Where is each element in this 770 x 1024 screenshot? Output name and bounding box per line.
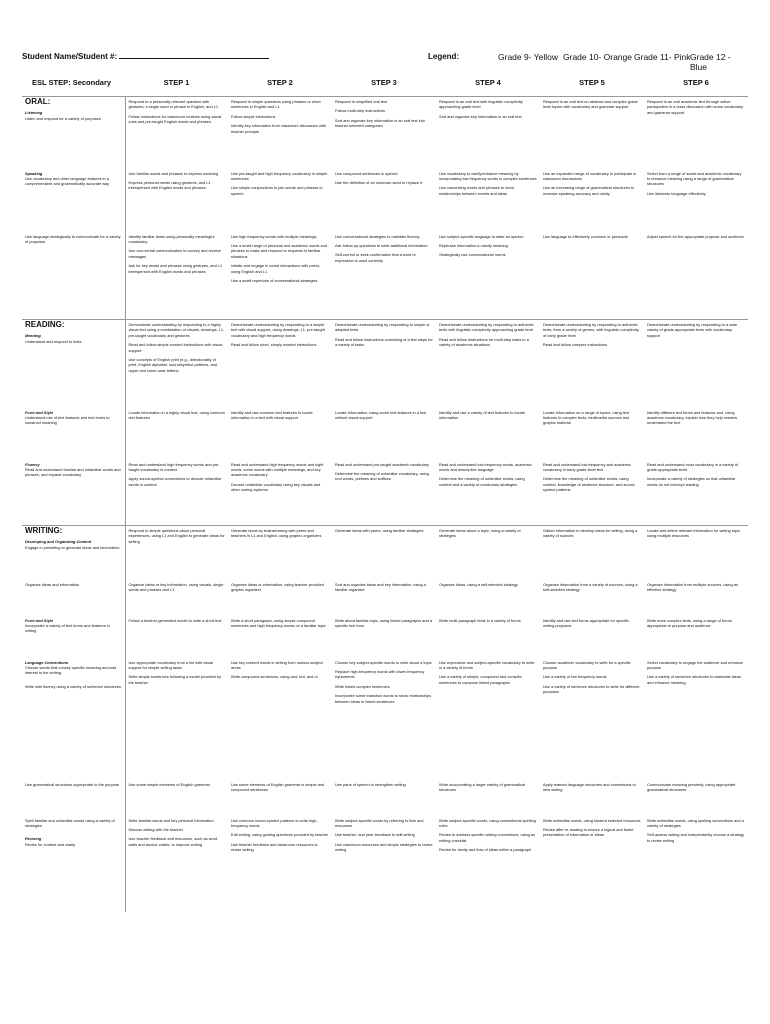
step-cell [436,526,540,580]
descriptor: Self-correct or seek confirmation that a word or expression is used correctly [335,252,416,263]
descriptor: Write about familiar topic, using linked paragraphs and a specific text form [335,617,433,628]
step-cell [540,232,644,320]
section-title: WRITING: [25,526,63,535]
descriptor: Follow instructions for classroom routines using visual cues and pre-taught English words and phrases [128,113,222,125]
descriptor: Use an expanded range of vocabulary to participate in classroom discussions [543,170,637,181]
descriptor: Locate information on a range of topics, using text features in complex texts, multimedia sources and graphic material [543,409,630,426]
descriptor: Identify and use a variety of text features to locate information [439,409,525,420]
row-label [22,526,125,580]
step-cell [125,232,228,320]
row-label-text: Choose words that convey specific meaning and add interest to the writing [25,664,117,676]
row-label [22,408,125,460]
step-cell [125,97,228,169]
row-label [22,320,125,408]
descriptor: Incorporate a variety of strategies so that unfamiliar words do not interrupt reading [647,476,736,487]
table-row [22,816,748,912]
descriptor: Read and follow instructions consisting of a few steps for a variety of tasks [335,336,433,348]
subsection-title: Revising [25,836,42,842]
step-cell [332,232,436,320]
table-row [22,616,748,658]
step-cell [228,408,332,460]
descriptor: Use concepts of English print (e.g., directionality of print, English alphabet, sound/symbol patterns, and upper and lower case letters) [128,357,217,373]
step-cell [540,320,644,408]
descriptor: Use teacher feedback and resources, such as word walls and anchor charts, to improve writing [128,836,218,847]
descriptor: Respond to simple questions using phrases or short sentences in English and L1 [231,99,321,110]
step-cell [228,658,332,780]
descriptor: Demonstrate understanding by responding to a highly visual text using a combination of visuals, drawings, L1, pre-taught vocabulary and gestures [128,322,225,338]
descriptor: Use appropriate vocabulary from a list with visual support for simple writing tasks [128,659,214,670]
descriptor: Replace high-frequency words with lower-frequency equivalents [335,668,425,680]
subsection-title: Fluency [25,461,40,467]
step-cell [228,460,332,526]
row-label [22,232,125,320]
descriptor: Ask follow-up questions to seek additional information [335,242,428,248]
step-cell [332,460,436,526]
subsection-title: Meaning [25,333,41,339]
subsection-title: Language Conventions [25,659,69,665]
column-header: STEP 3 [332,78,436,97]
step-cell [436,320,540,408]
descriptor: Rephrase information to clarify meaning [439,242,508,248]
descriptor: Write familiar words and key personal information [128,817,214,823]
descriptor: Read and follow complex instructions [543,342,608,348]
descriptor: Choose academic vocabulary to write for a specific purpose [543,659,631,670]
step-cell [125,580,228,616]
descriptor: Locate information in a highly visual text, using common text features [128,409,225,420]
row-label [22,580,125,616]
descriptor: Generate ideas about a topic, using a variety of strategies [439,528,521,539]
descriptor: Demonstrate understanding by responding to a simple text with visual support, using drawings, L1, pre-taught vocabulary and high frequency words [231,322,325,338]
descriptor: Identify key information from classroom discussion with teacher prompts [231,123,326,134]
descriptor: Demonstrate understanding by responding to a wide variety of grade-appropriate texts with vocabulary support [647,322,738,338]
subsection-title: Form and Style [25,617,54,623]
step-cell [125,320,228,408]
table-row [22,97,748,169]
descriptor: Demonstrate understanding by responding to simple or adapted texts [335,322,430,333]
descriptor: Follow simple instructions [231,113,276,119]
rubric-table [22,78,748,912]
descriptor: Write subject-specific words, using conventional spelling rules [439,817,536,828]
descriptor: Sort and organize ideas and key information, using a familiar organizer [335,581,426,592]
descriptor: Use some elements of English grammar in simple and compound sentences [231,781,325,792]
step-cell [228,616,332,658]
row-label-block [25,462,122,478]
table-row [22,580,748,616]
student-name-line [119,58,269,59]
descriptor: Gather information to develop ideas for writing, using a variety of sources [543,528,638,539]
row-label-block [25,660,122,676]
descriptor: Use a variety of simple, compound and complex sentences to compose linked paragraphs [439,674,522,685]
subsection-title: Developing and Organizing Content [25,539,92,545]
descriptor: Use some simple elements of English grammar [128,781,211,787]
descriptor: Sort and organize key information in an oral text [439,113,522,119]
step-cell [540,460,644,526]
descriptor: Use a small range of personal and academic words and phrases to make and respond to requests in familiar situations [231,242,328,259]
descriptor: Use teacher feedback and classroom resources to revise writing [231,841,318,853]
descriptor: Read and understand high frequency words and pre-taught vocabulary in context [128,461,220,472]
step-cell [125,408,228,460]
row-label-text: Write with fluency using a variety of sentence structures [25,683,121,689]
descriptor: Use a variety of sentence structures to write for different purposes [543,683,640,695]
step-cell [228,526,332,580]
descriptor: Organize information from a variety of sources, using a self-selected strategy [543,581,638,592]
descriptor: Use key content words in writing from various subject areas [231,659,323,670]
row-label-text: Use grammatical structures appropriate to the purpose [25,781,120,787]
step-cell [644,816,748,912]
descriptor: Use classroom resources and simple strategies to revise writing [335,841,433,853]
descriptor: Use subject-specific language to state an opinion [439,233,524,239]
descriptor: Write multi-paragraph texts in a variety of forms [439,617,521,623]
descriptor: Follow multi-step instructions [335,108,385,114]
descriptor: Read and understand most vocabulary in a variety of grade-appropriate texts [647,461,739,472]
column-header: STEP 2 [228,78,332,97]
step-cell [436,780,540,816]
step-cell [644,460,748,526]
descriptor: Select from a range of social and academic vocabulary to enhance meaning using a range of grammatical structures [647,170,742,187]
row-label [22,658,125,780]
descriptor: Read and understand pre-taught academic vocabulary [335,461,429,467]
descriptor: Use high frequency words with multiple meanings [231,233,317,239]
row-label-text: Organize ideas and information [25,581,80,587]
descriptor: Discuss writing with the teacher [128,826,183,832]
header [22,50,748,72]
subsection-title: Listening [25,110,43,116]
descriptor: Generate ideas with peers, using familiar strategies [335,528,424,533]
legend-grade-11: Grade 11- Pink [634,52,691,62]
step-cell [540,780,644,816]
descriptor: Decode unfamiliar vocabulary using key visuals and other cueing systems [231,481,321,493]
step-cell [644,780,748,816]
column-header: STEP 4 [436,78,540,97]
step-cell [540,169,644,232]
descriptor: Write more complex texts, using a range of forms appropriate to purpose and audience [647,617,732,628]
row-label-text: Read and understand familiar and unfamiliar words and phrases, and expand vocabulary [25,466,121,478]
step-cell [125,169,228,232]
step-cell [436,580,540,616]
descriptor: Revise to address specific writing conventions, using an editing checklist [439,832,536,843]
descriptor: Use a small repertoire of conversational strategies [231,277,318,283]
step-cell [436,232,540,320]
descriptor: Write unfamiliar words, using spelling conventions and a variety of strategies [647,817,744,828]
step-cell [228,580,332,616]
descriptor: Write compound sentences, using and, but, and or [231,674,318,680]
step-cell [228,816,332,912]
descriptor: Ask for key words and phrases using gestures, and L1 interspersed with English words and phrases [128,263,223,274]
descriptor: Use the definition of an unknown word to replace it [335,179,423,185]
student-name-text: Student Name/Student #: [22,52,118,61]
descriptor: Use simple conjunctions to join words and phrases in speech [231,185,323,196]
descriptor: Determine the meaning of unfamiliar words, using context, knowledge of sentence structure, and sound-symbol patterns [543,476,636,493]
descriptor: Identify and use text forms appropriate for specific writing purposes [543,617,630,628]
rubric-page [22,50,748,970]
column-header: STEP 1 [125,78,228,97]
descriptor: Read and follow instructions for multi-step tasks in a variety of academic situations [439,336,529,348]
step-cell [436,408,540,460]
row-label [22,97,125,169]
descriptor: Follow a teacher-generated model to write a short text [128,617,222,623]
step-cell [125,816,228,912]
step-cell [228,320,332,408]
step-cell [436,816,540,912]
column-header: ESL STEP: Secondary [22,78,125,97]
step-cell [436,658,540,780]
row-label-text: Revise for content and clarity [25,841,76,847]
row-label [22,816,125,912]
descriptor: Write incorporating a larger variety of grammatical structures [439,781,525,792]
descriptor: Write a short paragraph, using simple compound sentences and high frequency words on a familiar topic [231,617,326,628]
step-cell [125,780,228,816]
step-cell [228,780,332,816]
descriptor: Adjust speech for the appropriate purpose and audience [647,233,744,239]
table-row [22,408,748,460]
descriptor: Initiate and engage in social interactions with peers, using English and L1 [231,263,321,274]
row-label-text: Incorporate a variety of text forms and features in writing [25,622,110,634]
step-cell [644,616,748,658]
descriptor: Use teacher- and peer-feedback to edit writing [335,832,415,838]
descriptor: Revise for clarity and flow of ideas within a paragraph [439,847,532,853]
descriptor: Identify and use common text features to locate information in a text with visual support [231,409,313,420]
step-cell [436,169,540,232]
row-label-block [25,618,122,634]
row-label-block [25,836,122,847]
descriptor: Generate ideas by brainstorming with peers and teachers in L1 and English, using graphic organizers [231,528,322,539]
descriptor: Use parts of speech to strengthen writing [335,781,406,787]
row-label-block [25,333,122,344]
descriptor: Use pre-taught and high frequency vocabulary in simple sentences [231,170,328,181]
descriptor: Organize information from multiple sources, using an effective strategy [647,581,739,592]
descriptor: Revise after re-reading to ensure a logical and fluent presentation of information or ideas [543,826,634,838]
descriptor: Write simple sentences following a model provided by the teacher [128,674,221,685]
row-label-block [25,582,122,587]
descriptor: Respond to an oral text on abstract and complex grade level topics with vocabulary and grammar support [543,99,638,110]
descriptor: Read and understand low frequency words, academic words and descriptive language [439,461,532,472]
descriptor: Organize ideas or information, using teacher-provided graphic organizer [231,581,324,592]
descriptor: Use non-verbal communication to convey and receive messages [128,248,222,259]
step-cell [540,526,644,580]
step-cell [125,526,228,580]
row-label [22,460,125,526]
row-label-block [25,110,122,121]
descriptor: Use common sound-symbol patterns to write high-frequency words [231,817,318,828]
step-cell [332,526,436,580]
descriptor: Respond to a personally relevant question with gestures, a single word or phrase in English, and L1 [128,99,219,110]
row-label-text: Engage in prewriting to generate ideas and information [25,544,120,550]
descriptor: Use a variety of sentence structures to elaborate ideas and enhance meaning [647,674,742,685]
legend-label: Legend: [428,52,460,61]
descriptor: Use vocabulary to clarify/enhance meaning by incorporating low frequency words in complex sentences [439,170,537,181]
step-cell [436,616,540,658]
descriptor: Express personal needs using gestures, and L1 interspersed with English words and phrases [128,179,211,191]
row-label-text: Understand and respond to texts [25,338,82,344]
descriptor: Determine the meaning of unfamiliar words, using context and a variety of vocabulary strategies [439,476,525,487]
descriptor: Use idiomatic language effectively [647,190,706,196]
descriptor: Incorporate some transition words to show relationships between ideas in linked sentences [335,693,432,704]
legend-grade-12: Grade 12 - Blue [690,52,731,72]
descriptor: Identify familiar items using personally meaningful vocabulary [128,233,215,244]
descriptor: Edit writing, using guiding questions provided by teacher [231,832,329,838]
descriptor: Demonstrate understanding by responding to authentic texts, from a variety of genres, with linguistic complexity of early grade level [543,322,639,338]
step-cell [436,97,540,169]
step-cell [125,460,228,526]
descriptor: Strategically use conversational norms [439,252,506,258]
step-cell [332,169,436,232]
table-row [22,460,748,526]
step-cell [540,658,644,780]
step-cell [644,320,748,408]
descriptor: Respond to an oral text with linguistic complexity approaching grade level [439,99,523,110]
column-header: STEP 5 [540,78,644,97]
descriptor: Use language to effectively convince or persuade [543,233,628,239]
descriptor: Apply learned language structures and conventions to new writing [543,781,636,792]
subsection-title: Form and Style [25,409,54,415]
descriptor: Read and follow short, simply worded instructions [231,342,317,348]
step-cell [332,97,436,169]
row-label-block [25,234,122,245]
table-row [22,526,748,580]
table-row [22,320,748,408]
descriptor: Identify different text forms and features and, using academic vocabulary, explain how they help readers understand the text [647,409,738,426]
step-cell [540,616,644,658]
descriptor: Read and understand high frequency words and sight words, some words with multiple meanings, and key academic vocabulary [231,461,324,478]
subsection-title: Speaking [25,170,43,176]
descriptor: Read and follow simple worded instructions with visual support [128,342,223,353]
table-row [22,658,748,780]
descriptor: Use a variety of low frequency words [543,674,607,680]
step-cell [332,658,436,780]
descriptor: Organize ideas, using a self-selected strategy [439,581,518,587]
descriptor: Read and understand low frequency and academic vocabulary in early grade-level text [543,461,631,472]
row-label [22,169,125,232]
section-title: ORAL: [25,97,51,106]
descriptor: Determine the meaning of unfamiliar vocabulary, using root words, prefixes and suffixes [335,470,429,482]
step-cell [644,658,748,780]
row-label-text: Use vocabulary and other language features in a comprehensible and grammatically accurate way [25,175,110,187]
descriptor: Use familiar words and phrases to express meaning [128,170,219,176]
step-cell [332,408,436,460]
descriptor: Use conversational strategies to maintain fluency [335,233,420,239]
descriptor: Demonstrate understanding by responding to authentic texts with linguistic complexity approaching grade level [439,322,534,333]
descriptor: Use compound sentences in speech [335,170,398,176]
step-cell [332,780,436,816]
step-cell [644,408,748,460]
step-cell [125,658,228,780]
rubric-body [22,97,748,912]
step-cell [644,580,748,616]
table-row [22,232,748,320]
descriptor: Locate and select relevant information for writing topic, using multiple resources [647,528,742,539]
descriptor: Write unfamiliar words, using student selected resources [543,817,641,823]
row-label-text: Listen and respond for a variety of purposes [25,115,101,121]
descriptor: Respond to simplified oral text [335,99,388,104]
step-cell [644,169,748,232]
step-cell [436,460,540,526]
table-row [22,780,748,816]
descriptor: Use connecting words and phrases to show relationships between events and ideas [439,185,515,196]
row-label-block [25,171,122,187]
descriptor: Choose key subject-specific words to write about a topic [335,659,432,665]
step-cell [332,580,436,616]
column-header-row [22,78,748,97]
descriptor: Write linked complex sentences [335,683,390,689]
step-cell [540,580,644,616]
descriptor: Sort and organize key information in an oral text into teacher-selected categories [335,117,425,129]
descriptor: Apply sound-symbol connections to decode unfamiliar words in context [128,476,222,487]
descriptor: Respond to simple questions about personal experiences, using L1 and English to generate ideas for writing [128,528,225,544]
row-label-text: Understand role of text features and text forms to construct meaning [25,414,110,426]
row-label-block [25,782,122,787]
row-label-block [25,684,122,689]
column-header: STEP 6 [644,78,748,97]
row-label-block [25,539,122,550]
descriptor: Organize ideas or key information, using visuals, single words and phrases and L1 [128,581,224,592]
step-cell [125,616,228,658]
step-cell [332,816,436,912]
row-label-block [25,410,122,426]
descriptor: Write subject-specific words by referring to lists and resources [335,817,424,828]
descriptor: Self-assess writing and independently choose a strategy to revise writing [647,832,745,843]
step-cell [644,526,748,580]
step-cell [644,97,748,169]
row-label [22,616,125,658]
step-cell [332,320,436,408]
descriptor: Use an increasing range of grammatical structures to increase speaking accuracy and clarity [543,185,635,196]
row-label [22,780,125,816]
legend-grade-9: Grade 9- Yellow [498,52,559,62]
step-cell [228,232,332,320]
descriptor: Respond to an oral academic text through active participation in a class discussion with some vocabulary and grammar support [647,99,744,115]
descriptor: Select vocabulary to engage the audience and enhance purpose [647,659,744,670]
legend-grade-10: Grade 10- Orange [563,52,632,62]
step-cell [228,169,332,232]
descriptor: Locate information, using some text features in a text without visual support [335,409,427,420]
step-cell [540,816,644,912]
step-cell [540,408,644,460]
step-cell [332,616,436,658]
descriptor: Communicate meaning precisely, using appropriate grammatical structures [647,781,736,792]
section-title: READING: [25,320,65,329]
step-cell [540,97,644,169]
descriptor: Use expressive and subject-specific vocabulary to write in a variety of forms [439,659,535,670]
student-name-label [22,52,269,61]
step-cell [228,97,332,169]
step-cell [644,232,748,320]
row-label-text: Use language strategically to communicate for a variety of purposes [25,233,121,244]
row-label-block [25,818,122,829]
table-row [22,169,748,232]
row-label-text: Spell familiar and unfamiliar words using a variety of strategies [25,817,115,828]
